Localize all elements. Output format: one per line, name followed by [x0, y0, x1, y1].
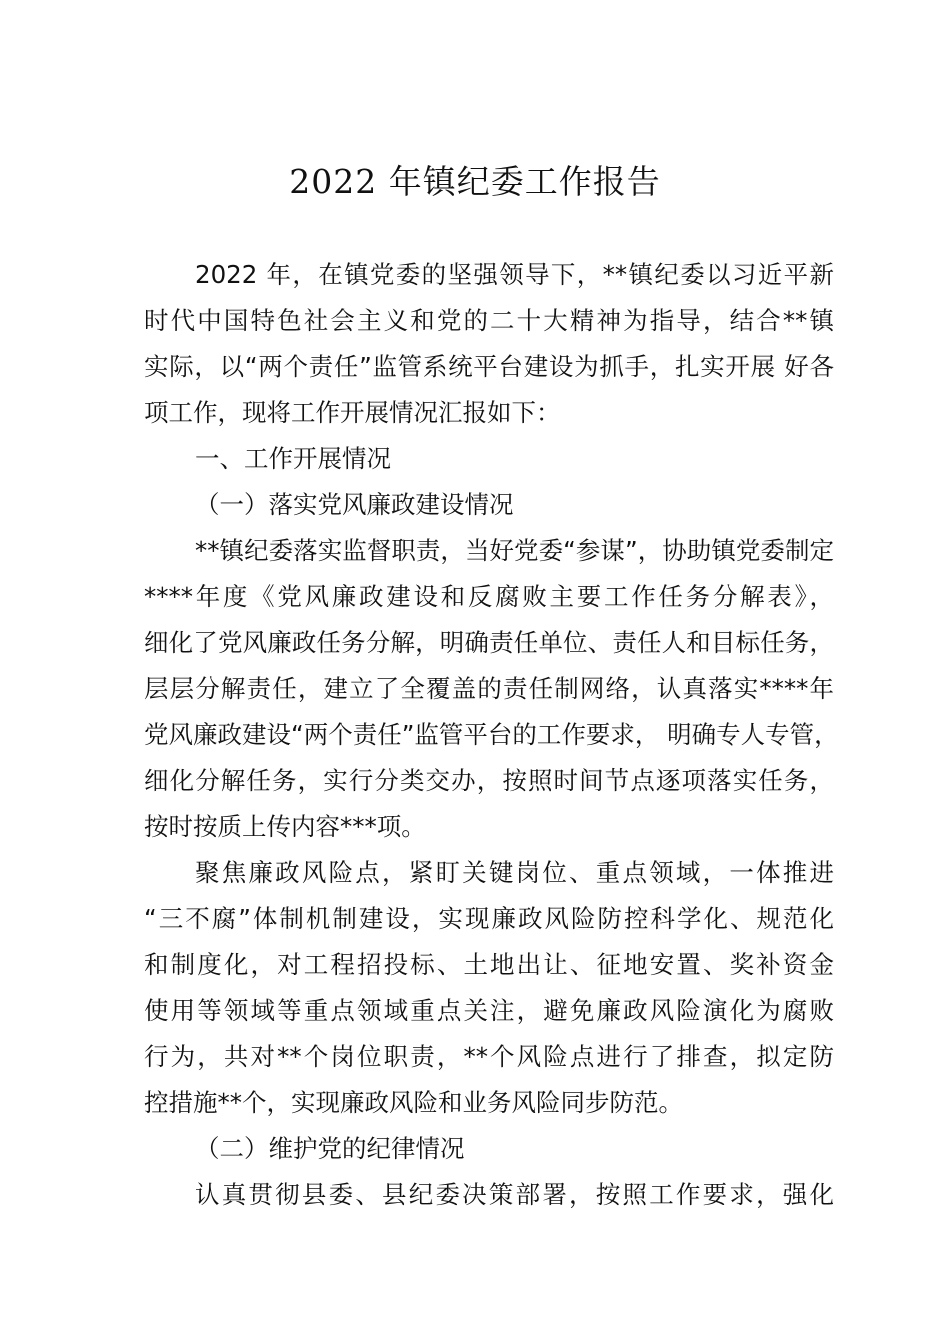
body-line: （一）落实党风廉政建设情况: [195, 490, 514, 519]
document-title: 2022 年镇纪委工作报告: [289, 162, 661, 201]
body-line: 认真贯彻县委、县纪委决策部署，按照工作要求，强化: [195, 1180, 834, 1209]
body-line: 细化分解任务，实行分类交办，按照时间节点逐项落实任务，: [144, 766, 834, 795]
body-line: 时代中国特色社会主义和党的二十大精神为指导，结合**镇: [144, 306, 834, 335]
body-line: 和制度化，对工程招投标、土地出让、征地安置、奖补资金: [144, 950, 834, 979]
body-line: 聚焦廉政风险点，紧盯关键岗位、重点领域，一体推进: [195, 858, 834, 887]
body-line: “三不腐”体制机制建设，实现廉政风险防控科学化、规范化: [144, 904, 834, 933]
body-line: ****年度《党风廉政建设和反腐败主要工作任务分解表》，: [144, 582, 834, 611]
body-line: 层层分解责任，建立了全覆盖的责任制网络，认真落实****年: [144, 674, 834, 703]
document-body: [144, 252, 839, 1218]
body-line: 2022 年，在镇党委的坚强领导下，**镇纪委以习近平新: [195, 260, 834, 289]
body-line: 按时按质上传内容***项。: [144, 812, 426, 841]
body-line: 使用等领域等重点领域重点关注，避免廉政风险演化为腐败: [144, 996, 834, 1025]
body-line: 一、工作开展情况: [195, 444, 391, 473]
body-line: **镇纪委落实监督职责，当好党委“参谋”，协助镇党委制定: [195, 536, 834, 565]
body-line: 行为，共对**个岗位职责，**个风险点进行了排查，拟定防: [144, 1042, 834, 1071]
body-line: 实际，以“两个责任”监管系统平台建设为抓手，扎实开展 好各: [144, 352, 834, 381]
body-line: 控措施**个，实现廉政风险和业务风险同步防范。: [144, 1088, 683, 1117]
body-line: 细化了党风廉政任务分解，明确责任单位、责任人和目标任务，: [144, 628, 834, 657]
body-line: 党风廉政建设“两个责任”监管平台的工作要求， 明确专人专管，: [144, 720, 839, 749]
body-line: （二）维护党的纪律情况: [195, 1134, 465, 1163]
body-line: 项工作，现将工作开展情况汇报如下：: [144, 398, 561, 427]
